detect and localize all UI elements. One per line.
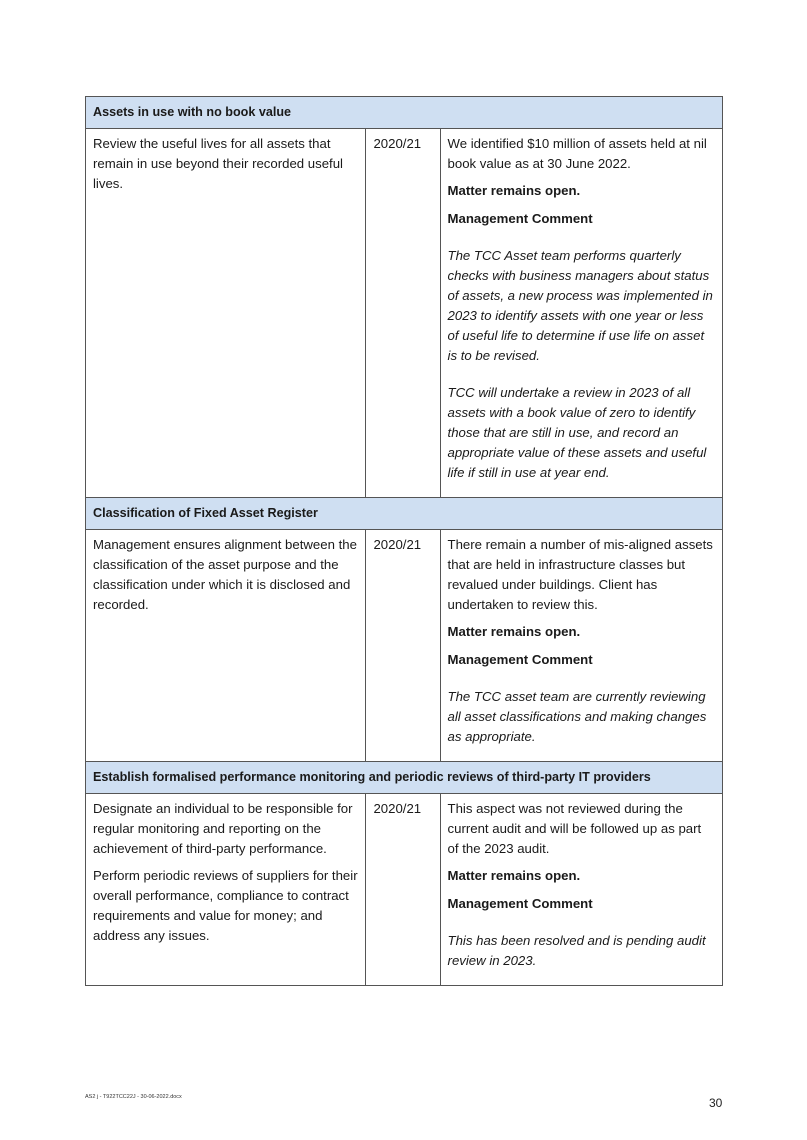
status-text: We identified $10 million of assets held at nil book value as at 30 June 2022. [447,136,707,171]
status-cell [440,129,722,498]
section-header-row [86,498,723,530]
section-header-row [86,762,723,794]
management-comment-text: TCC will undertake a review in 2023 of all assets with a book value of zero to identify those that are still in use, and record an appropriate value of these assets and useful life if still in use at year end. [447,385,707,480]
page-number: 30 [709,1096,723,1110]
section-heading: Establish formalised performance monitoring and periodic reviews of third-party IT providers [86,762,723,794]
finding-row [86,794,723,986]
status-text: This aspect was not reviewed during the current audit and will be followed up as part of the 2023 audit. [447,801,702,856]
year-cell: 2020/21 [366,530,440,762]
year-cell: 2020/21 [366,129,440,498]
recommendation-text: Review the useful lives for all assets that remain in use beyond their recorded useful lives. [93,136,343,191]
status-cell [440,530,722,762]
footer-doc-reference: AS2 j - T922TCC22J - 30-06-2022.docx [85,1094,182,1100]
management-comment-label: Management Comment [447,211,593,226]
status-label: Matter remains open. [447,868,581,883]
section-heading: Assets in use with no book value [86,97,723,129]
status-label: Matter remains open. [447,624,581,639]
finding-row [86,530,723,762]
management-comment-text: The TCC Asset team performs quarterly checks with business managers about status of assets, a new process was implemented in 2023 to identify assets with one year or less of useful life to determine if use life on asset is to be revised. [447,248,713,363]
management-comment-label: Management Comment [447,896,593,911]
year-cell: 2020/21 [366,794,440,986]
status-cell [440,794,722,986]
management-comment-label: Management Comment [447,652,593,667]
recommendation-cell [86,530,366,762]
management-comment-text: The TCC asset team are currently reviewing all asset classifications and making changes as appropriate. [447,689,707,744]
status-label: Matter remains open. [447,183,581,198]
recommendation-text: Designate an individual to be responsible for regular monitoring and reporting on the achievement of third-party performance. [93,801,353,856]
findings-table [85,96,723,986]
recommendation-text: Perform periodic reviews of suppliers for their overall performance, compliance to contract requirements and value for money; and address any issues. [93,868,358,943]
section-heading: Classification of Fixed Asset Register [86,498,723,530]
management-comment-text: This has been resolved and is pending audit review in 2023. [447,933,706,968]
recommendation-text: Management ensures alignment between the classification of the asset purpose and the classification under which it is disclosed and recorded. [93,537,357,612]
recommendation-cell [86,129,366,498]
section-header-row [86,97,723,129]
status-text: There remain a number of mis-aligned assets that are held in infrastructure classes but revalued under buildings. Client has undertaken to review this. [447,537,713,612]
recommendation-cell [86,794,366,986]
finding-row [86,129,723,498]
